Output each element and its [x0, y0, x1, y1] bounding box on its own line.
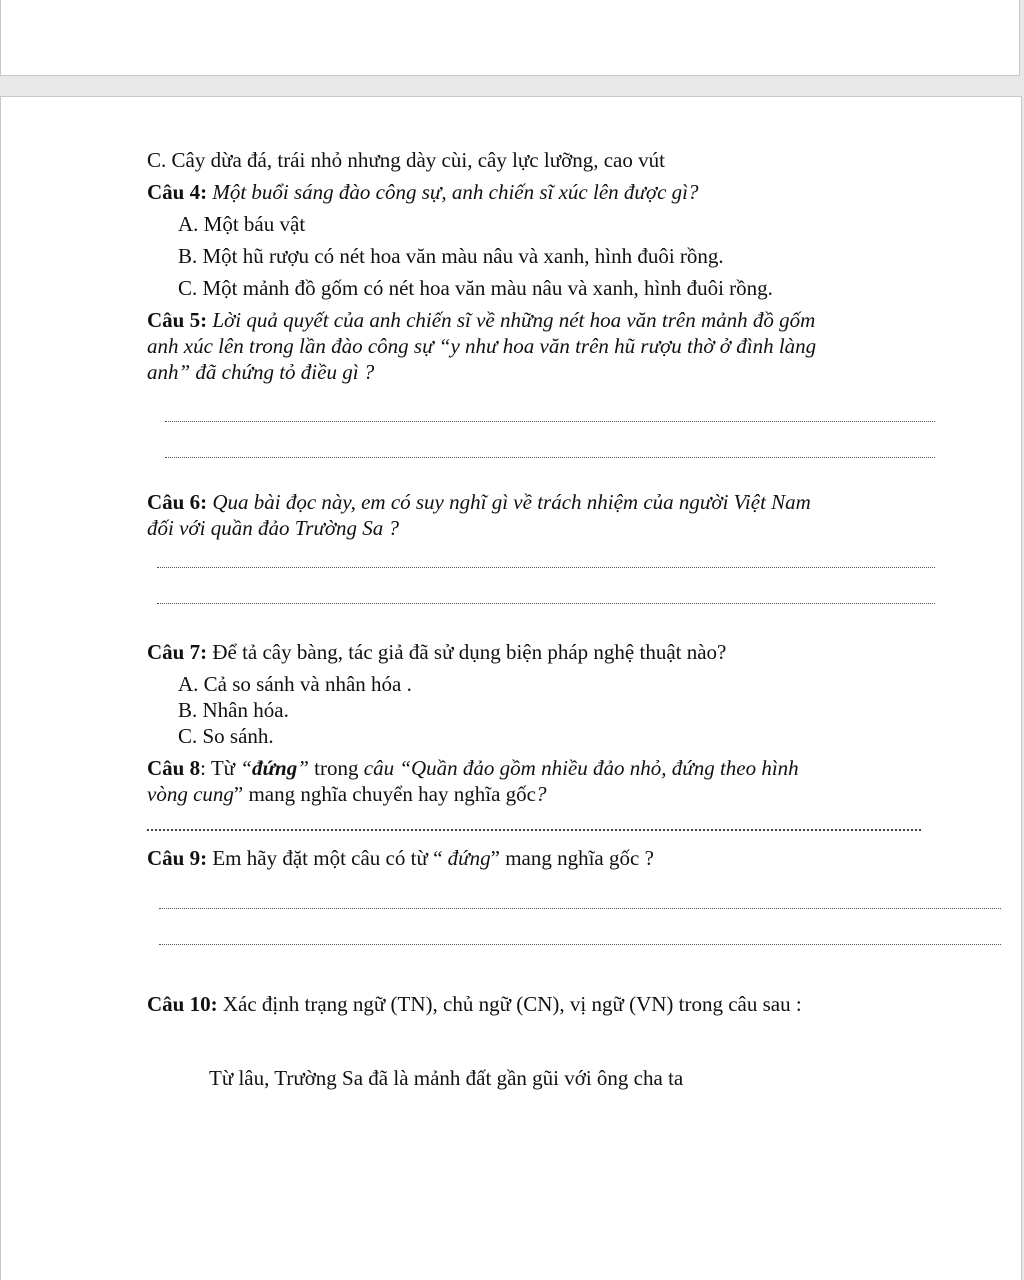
question-4 [147, 179, 698, 205]
question-7-label: Câu 7: [147, 640, 208, 664]
question-8-qmark: ? [535, 782, 547, 806]
question-8-quote-close: ” [297, 756, 309, 780]
question-6-line-1: Qua bài đọc này, em có suy nghĩ gì về trách nhiệm của người Việt Nam [212, 490, 811, 514]
question-7-option-b: B. Nhân hóa. [178, 698, 289, 722]
question-10-text: Xác định trạng ngữ (TN), chủ ngữ (CN), vị ngữ (VN) trong câu sau : [217, 992, 802, 1016]
answer-line-9b [159, 944, 1001, 945]
question-7 [147, 639, 726, 665]
question-8-cau: câu [363, 756, 395, 780]
prev-option-c: C. Cây dừa đá, trái nhỏ nhưng dày cùi, cây lực lưỡng, cao vút [147, 148, 665, 172]
answer-line-6a [157, 567, 935, 568]
question-4-text: Một buổi sáng đào công sự, anh chiến sĩ xúc lên được gì? [212, 180, 699, 204]
question-7-text: Để tả cây bàng, tác giả đã sử dụng biện pháp nghệ thuật nào? [212, 640, 727, 664]
question-8-word: đứng [251, 756, 298, 780]
question-5-line-2: anh xúc lên trong lần đào công sự “y như hoa văn trên hũ rượu thờ ở đình làng [147, 334, 817, 358]
question-8-quote-open: “ [240, 756, 252, 780]
question-4-option-c: C. Một mảnh đồ gốm có nét hoa văn màu nâu và xanh, hình đuôi rồng. [178, 276, 773, 300]
question-8 [147, 755, 799, 781]
question-9-label: Câu 9: [147, 846, 208, 870]
question-8-rest: ” mang nghĩa chuyển hay nghĩa gốc [233, 782, 536, 806]
question-9-word: đứng [447, 846, 491, 870]
question-5-line-3: anh” đã chứng tỏ điều gì ? [147, 360, 375, 384]
question-9-post: ” mang nghĩa gốc ? [490, 846, 654, 870]
answer-line-8 [147, 829, 921, 831]
answer-line-5b [165, 457, 935, 458]
question-7-option-a: A. Cả so sánh và nhân hóa . [178, 672, 412, 696]
question-8-line-2 [147, 781, 546, 807]
question-8-quote-2: vòng cung [147, 782, 234, 806]
question-8-trong: trong [308, 756, 364, 780]
question-4-label: Câu 4: [147, 180, 208, 204]
question-4-option-a: A. Một báu vật [178, 212, 306, 236]
question-6-line-2: đối với quần đảo Trường Sa ? [147, 516, 400, 540]
answer-line-6b [157, 603, 935, 604]
question-6-label: Câu 6: [147, 490, 208, 514]
question-8-quote-1: “Quần đảo gồm nhiều đảo nhỏ, đứng theo hình [394, 756, 799, 780]
question-9 [147, 845, 654, 871]
question-4-option-b: B. Một hũ rượu có nét hoa văn màu nâu và xanh, hình đuôi rồng. [178, 244, 724, 268]
previous-page [0, 0, 1020, 76]
question-10-sentence: Từ lâu, Trường Sa đã là mảnh đất gần gũi với ông cha ta [209, 1066, 684, 1090]
question-10 [147, 991, 802, 1017]
question-6 [147, 489, 811, 515]
question-5-label: Câu 5: [147, 308, 208, 332]
question-10-label: Câu 10: [147, 992, 218, 1016]
question-8-tu: : Từ [200, 756, 241, 780]
question-5-line-1: Lời quả quyết của anh chiến sĩ về những nét hoa văn trên mảnh đồ gốm [212, 308, 816, 332]
answer-line-9a [159, 908, 1001, 909]
question-9-pre: Em hãy đặt một câu có từ “ [207, 846, 448, 870]
answer-line-5a [165, 421, 935, 422]
question-5 [147, 307, 815, 333]
question-8-label: Câu 8 [147, 756, 201, 780]
question-7-option-c: C. So sánh. [178, 724, 274, 748]
document-page [0, 96, 1022, 1280]
